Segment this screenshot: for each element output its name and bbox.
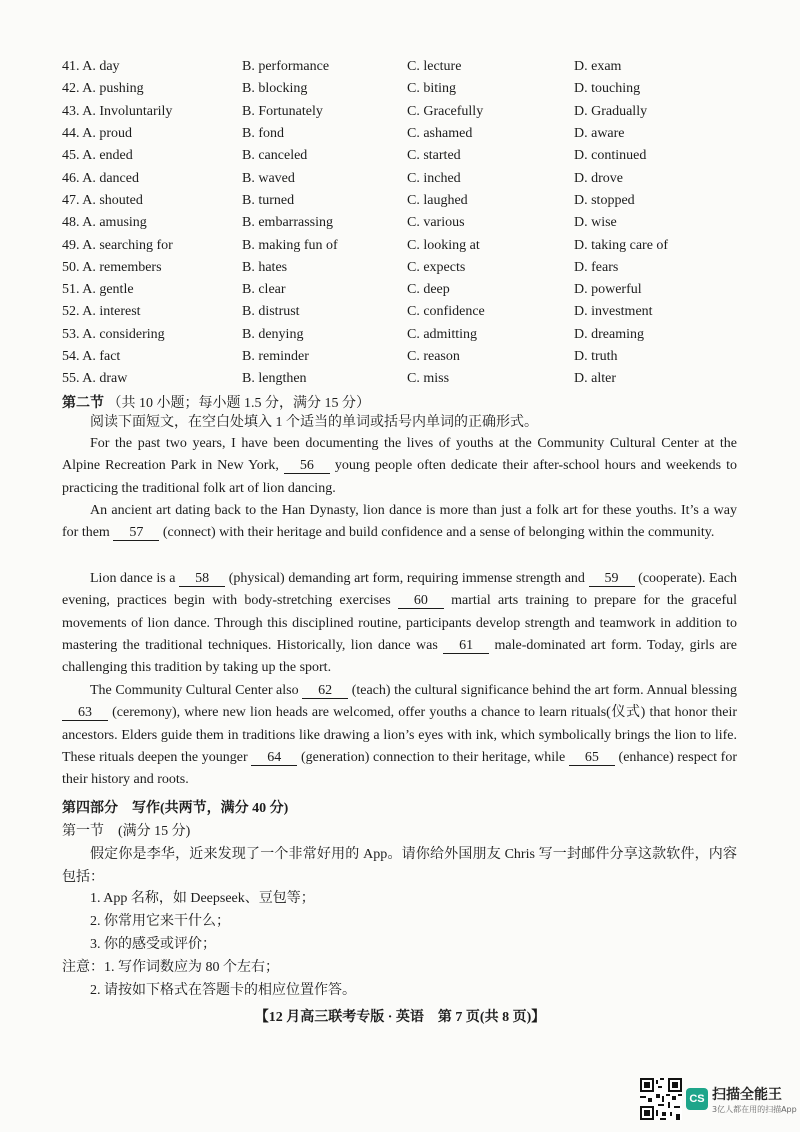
writing-note-1: 注意：1. 写作词数应为 80 个左右； [62, 960, 279, 975]
option-b: B. canceled [242, 148, 308, 164]
option-row [62, 190, 742, 212]
blank-60: 60 [398, 593, 444, 609]
blank-56: 56 [284, 458, 330, 474]
option-c: C. various [407, 215, 465, 231]
option-b: B. Fortunately [242, 103, 323, 119]
option-row [62, 78, 742, 100]
writing-note-2: 2. 请按如下格式在答题卡的相应位置作答。 [90, 983, 356, 998]
option-c: C. admitting [407, 326, 477, 342]
blank-62: 62 [302, 683, 348, 699]
option-d: D. powerful [574, 282, 642, 298]
option-b: B. reminder [242, 349, 309, 364]
option-c: C. lecture [407, 59, 462, 75]
passage-text: Lion dance is a [90, 571, 180, 586]
passage-text: martial arts training to prepare for the graceful movements of lion dance. Through this disciplined routine, participants develop strength and teamwork in addition to mastering the traditional techniques. Historically, lion dance was [62, 593, 738, 653]
option-c: C. laughed [407, 192, 468, 208]
scanner-watermark [640, 1078, 797, 1120]
page-footer: 【12 月高三联考专版 · 英语 第 7 页(共 8 页)】 [254, 1010, 546, 1025]
option-row [62, 123, 742, 145]
scanner-name: 扫描全能王 [712, 1086, 782, 1103]
option-a: 48. A. amusing [62, 215, 147, 231]
option-d: D. dreaming [574, 326, 644, 342]
option-row [62, 346, 742, 368]
option-row [62, 324, 742, 346]
option-row [62, 279, 742, 301]
option-row [62, 56, 742, 78]
option-c: C. biting [407, 81, 457, 97]
option-row [62, 257, 742, 279]
passage-text: An ancient art dating back to the Han Dynasty, lion dance is more than just a folk art for these youths. It’s a way for them [62, 503, 737, 541]
option-row [62, 368, 742, 390]
option-a: 52. A. interest [62, 304, 141, 320]
option-a: 43. A. Involuntarily [62, 103, 173, 119]
passage-text: young people often dedicate their after-school hours and weekends to practicing the traditional folk art of lion dancing. [62, 458, 737, 496]
camscanner-logo-icon: CS [686, 1088, 708, 1110]
option-b: B. denying [242, 326, 304, 342]
option-b: B. distrust [242, 304, 300, 320]
part-4-section-1-heading: 第一节 (满分 15 分) [62, 824, 191, 839]
option-c: C. Gracefully [407, 103, 484, 119]
option-d: D. exam [574, 59, 622, 75]
option-c: C. miss [407, 371, 450, 387]
option-a: 55. A. draw [62, 371, 128, 387]
writing-prompt: 假定你是李华，近来发现了一个非常好用的 App。请你给外国朋友 Chris 写一封邮件分享这款软件，内容包括： [62, 847, 737, 885]
blank-63: 63 [62, 705, 108, 721]
writing-point-1: 1. App 名称，如 Deepseek、豆包等； [90, 891, 315, 906]
passage-text: (connect) with their heritage and build confidence and a sense of belonging within the community. [159, 525, 715, 541]
option-b: B. lengthen [242, 371, 307, 387]
passage-text: (enhance) respect for their history and roots. [62, 749, 737, 788]
option-d: D. drove [574, 170, 623, 186]
blank-65: 65 [569, 750, 615, 766]
option-a: 47. A. shouted [62, 192, 143, 208]
passage-text: (cooperate). Each evening, practices begin with body-stretching exercises [62, 571, 737, 609]
passage-text: (generation) connection to their heritage, while [297, 749, 569, 765]
scanner-brand [712, 1084, 797, 1115]
section-2-title: 第二节 [62, 396, 104, 411]
option-a: 46. A. danced [62, 170, 139, 186]
option-a: 49. A. searching for [62, 237, 173, 253]
section-2-instruction: 阅读下面短文，在空白处填入 1 个适当的单词或括号内单词的正确形式。 [90, 415, 538, 430]
option-a: 41. A. day [62, 59, 120, 75]
option-b: B. waved [242, 170, 295, 186]
option-c: C. deep [407, 282, 450, 298]
blank-59: 59 [589, 571, 635, 587]
option-c: C. inched [407, 170, 461, 186]
option-b: B. fond [242, 126, 284, 142]
option-a: 51. A. gentle [62, 282, 134, 298]
blank-58: 58 [179, 571, 225, 587]
option-c: C. expects [407, 259, 466, 275]
qr-code-icon [640, 1078, 682, 1120]
writing-point-3: 3. 你的感受或评价； [90, 937, 216, 952]
passage-text: male-dominated art form. Today, girls are challenging this tradition by taking up the sport. [62, 637, 737, 676]
blank-61: 61 [443, 638, 489, 654]
part-4-heading: 第四部分 写作(共两节，满分 40 分) [62, 801, 289, 816]
option-a: 42. A. pushing [62, 81, 144, 97]
option-c: C. confidence [407, 304, 485, 320]
option-b: B. turned [242, 192, 295, 208]
passage-paragraph-1 [62, 433, 737, 500]
option-c: C. started [407, 148, 461, 164]
option-d: D. Gradually [574, 103, 648, 119]
passage-text: (teach) the cultural significance behind the art form. Annual blessing [348, 683, 737, 698]
option-b: B. clear [242, 282, 286, 298]
option-d: D. fears [574, 259, 619, 275]
option-a: 45. A. ended [62, 148, 133, 164]
option-d: D. aware [574, 126, 625, 142]
blank-64: 64 [251, 750, 297, 766]
option-row [62, 234, 742, 256]
option-d: D. touching [574, 81, 641, 97]
options-table [62, 56, 742, 390]
passage-text: For the past two years, I have been documenting the lives of youths at the Community Cultural Center at the Alpine Recreation Park in New York, [62, 436, 737, 474]
option-row [62, 101, 742, 123]
option-b: B. performance [242, 59, 330, 75]
option-row [62, 167, 742, 189]
section-2-scoring: （共 10 小题；每小题 1.5 分，满分 15 分） [107, 396, 370, 411]
passage-paragraph-3 [62, 568, 737, 679]
passage-text: (physical) demanding art form, requiring immense strength and [225, 571, 589, 586]
option-b: B. hates [242, 259, 288, 275]
option-c: C. reason [407, 349, 460, 364]
writing-point-2: 2. 你常用它来干什么； [90, 914, 230, 929]
option-a: 50. A. remembers [62, 259, 162, 275]
option-a: 44. A. proud [62, 126, 132, 142]
option-d: D. wise [574, 215, 617, 231]
option-b: B. embarrassing [242, 215, 333, 231]
blank-57: 57 [113, 525, 159, 541]
option-c: C. looking at [407, 237, 480, 253]
passage-text: The Community Cultural Center also [90, 683, 303, 698]
option-a: 54. A. fact [62, 349, 121, 364]
option-row [62, 301, 742, 323]
option-row [62, 145, 742, 167]
passage-paragraph-2 [62, 500, 737, 545]
option-b: B. blocking [242, 81, 308, 97]
option-d: D. taking care of [574, 237, 669, 253]
option-b: B. making fun of [242, 237, 338, 253]
option-a: 53. A. considering [62, 326, 165, 342]
option-d: D. continued [574, 148, 647, 164]
passage-text: (ceremony), where new lion heads are welcomed, offer youths a chance to learn rituals(仪式) that honor their ancestors. Elders guide them in traditions like drawing a lion’s eyes with ink, which symbolically brings the lion to life. These rituals deepen the younger [62, 705, 737, 765]
option-d: D. truth [574, 349, 618, 364]
section-2-heading [62, 392, 370, 412]
option-d: D. alter [574, 371, 616, 387]
passage-paragraph-4 [62, 680, 737, 791]
option-row [62, 212, 742, 234]
option-c: C. ashamed [407, 126, 473, 142]
option-d: D. investment [574, 304, 653, 320]
scanner-tagline: 3亿人都在用的扫描App [712, 1104, 797, 1114]
option-d: D. stopped [574, 192, 635, 208]
